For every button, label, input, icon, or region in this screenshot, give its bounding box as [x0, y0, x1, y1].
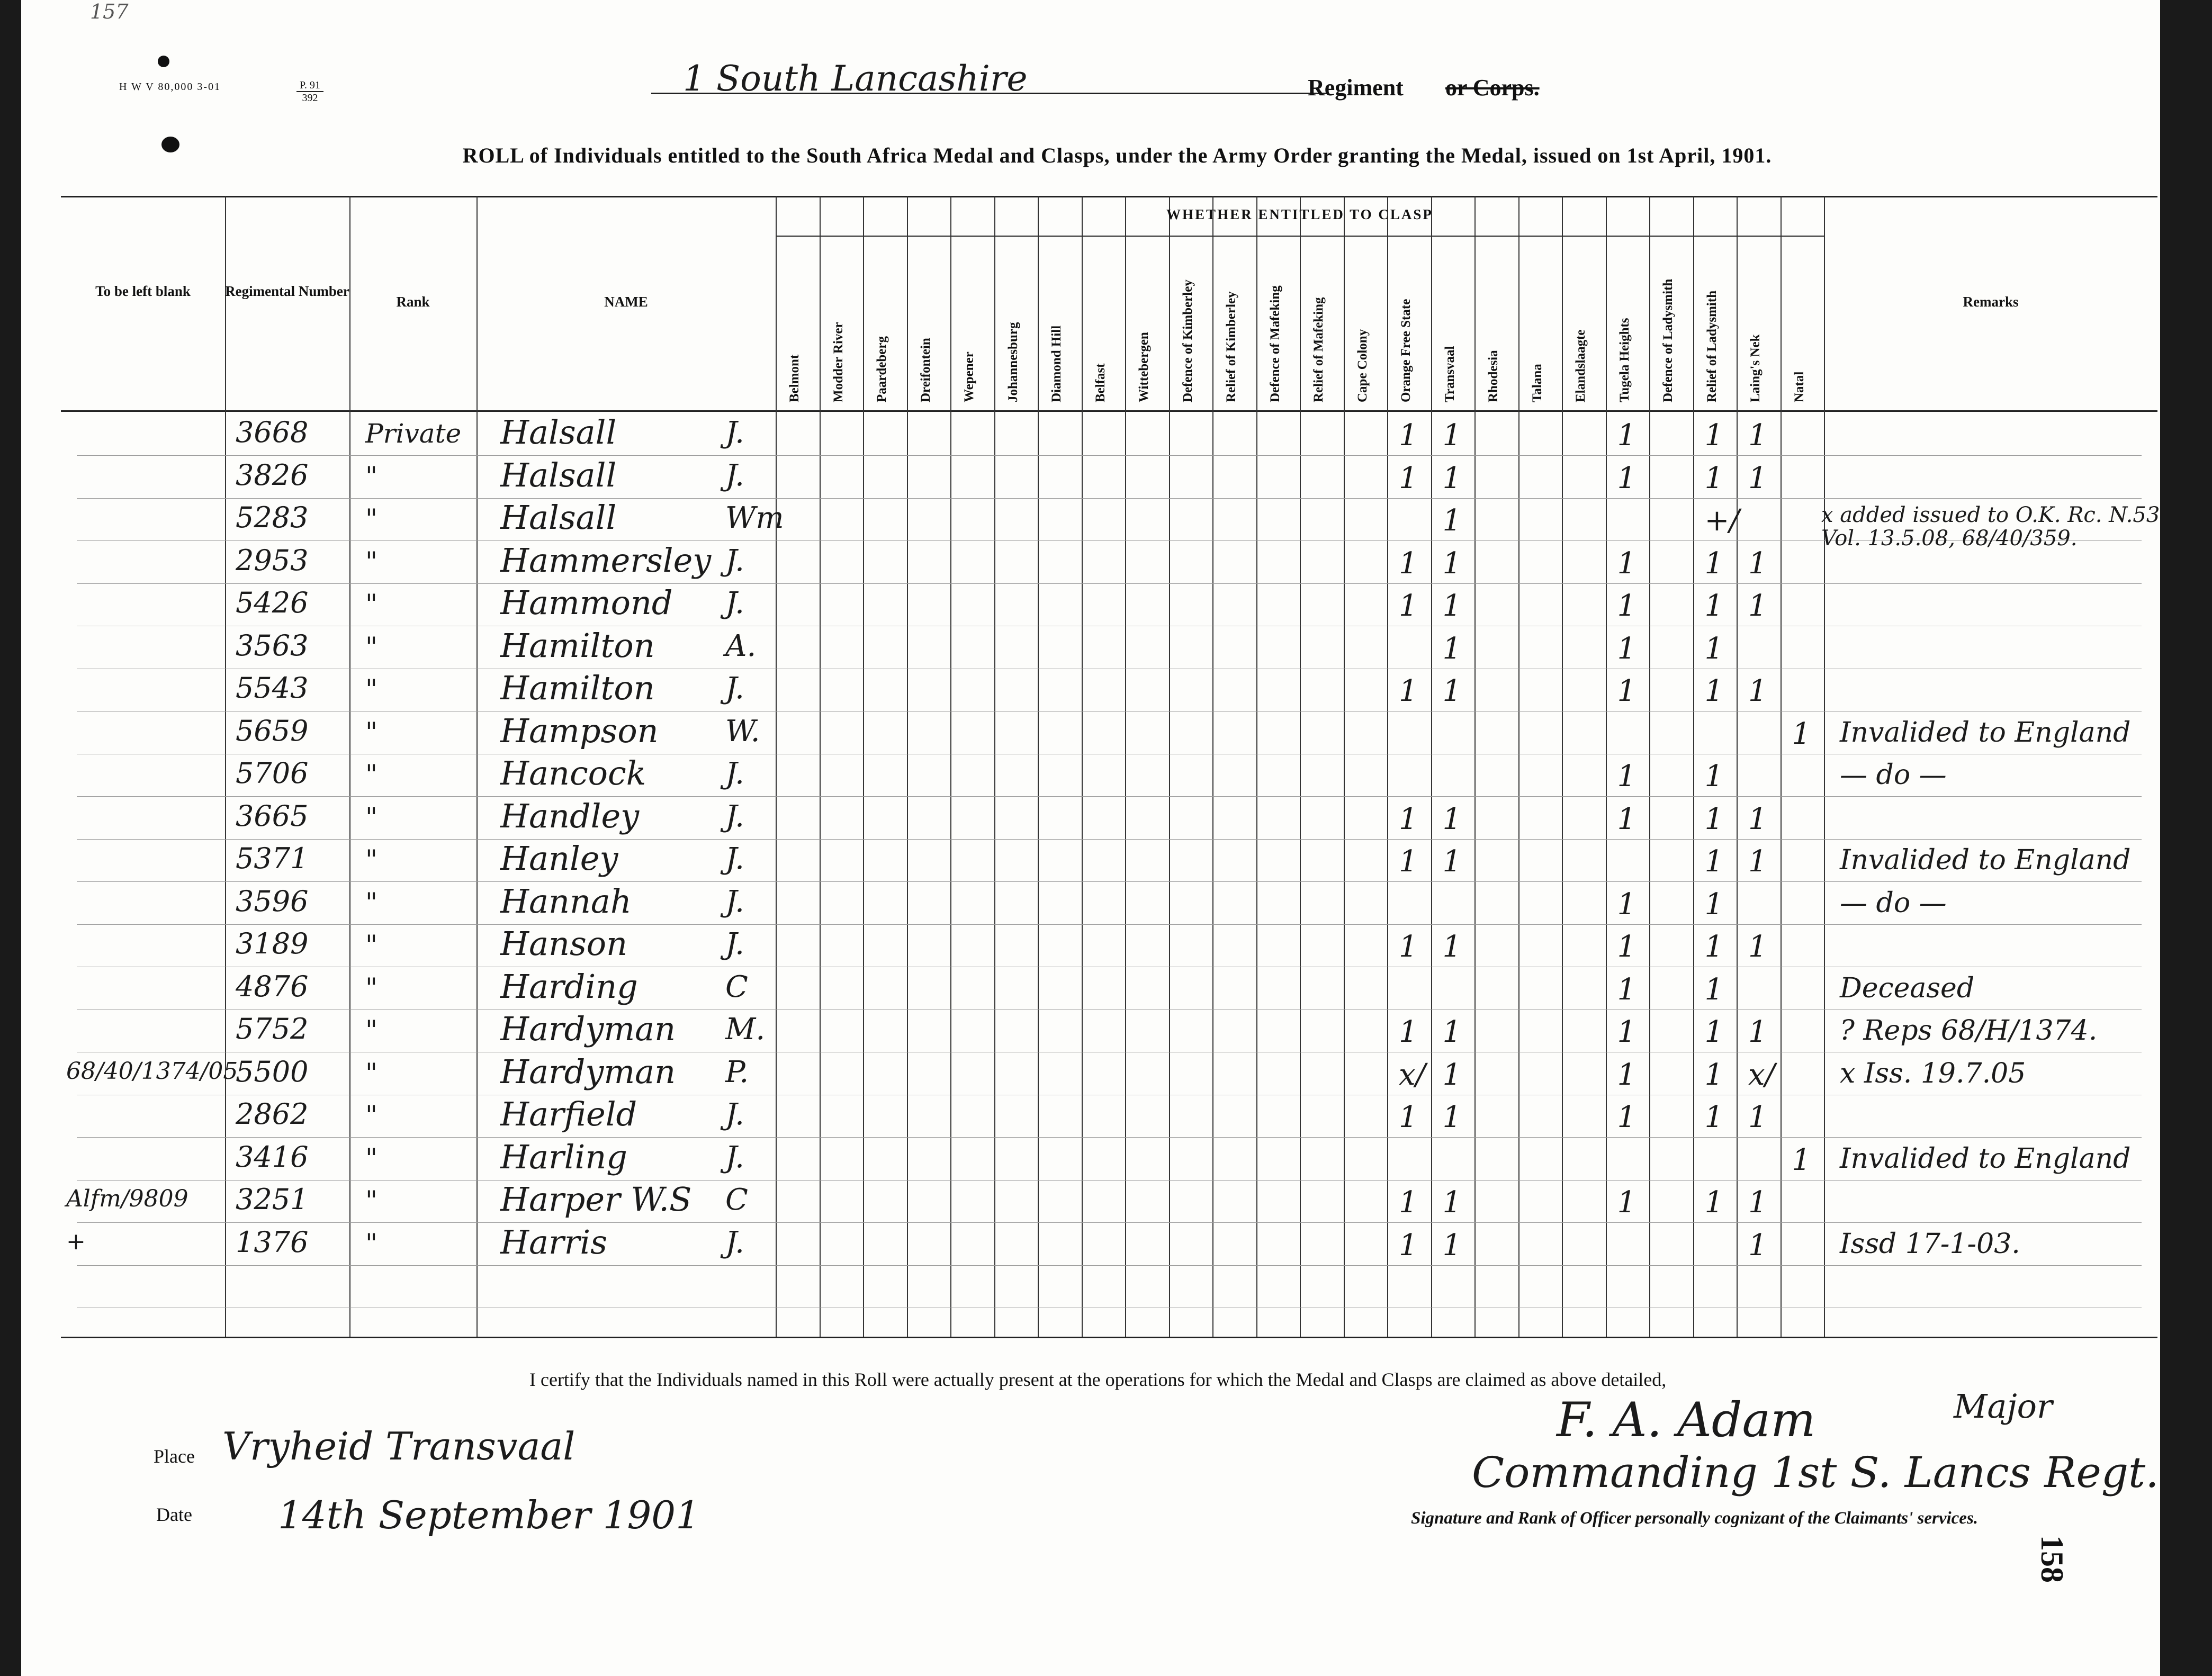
regiment-underline	[651, 93, 1329, 94]
row-initial: P.	[725, 1055, 749, 1089]
row-name: Harding	[500, 967, 638, 1006]
column-rule	[776, 196, 777, 1337]
clasp-head: Dreifontein	[918, 338, 933, 402]
clasp-tick: 1	[1748, 844, 1767, 879]
clasp-tick: 1	[1442, 1228, 1462, 1263]
clasp-tick: 1	[1704, 930, 1724, 964]
row-rule	[77, 839, 2142, 840]
row-initial: C	[725, 969, 748, 1004]
col-head-regimental-number: Regimental Number	[225, 283, 349, 299]
clasp-tick: 1	[1617, 631, 1636, 666]
row-remark: — do —	[1840, 759, 1947, 791]
row-initial: J.	[725, 1140, 744, 1175]
clasp-tick: 1	[1704, 631, 1724, 666]
corner-note: 157	[90, 0, 129, 23]
row-regimental-number: 3826	[236, 458, 309, 492]
row-rule	[77, 1222, 2142, 1223]
regiment-label: Regiment	[1308, 75, 1404, 101]
row-regimental-number: 5752	[236, 1012, 309, 1046]
row-name: Hammersley	[500, 540, 712, 580]
row-rank: "	[365, 801, 377, 833]
row-name: Handley	[500, 796, 640, 835]
row-regimental-number: 5706	[236, 756, 309, 790]
column-rule	[863, 196, 864, 1337]
row-regimental-number: 3416	[236, 1140, 309, 1174]
row-remark: x added issued to O.K. Rc. N.53 Vol. 13.5.08, 68/40/359.	[1821, 503, 2160, 551]
row-regimental-number: 3668	[236, 416, 309, 449]
clasp-tick: 1	[1748, 801, 1767, 836]
clasp-tick: 1	[1617, 930, 1636, 964]
clasp-tick: 1	[1704, 801, 1724, 836]
row-initial: Wm	[725, 501, 784, 535]
clasp-tick: 1	[1442, 418, 1462, 453]
column-rule	[994, 196, 995, 1337]
clasp-head: Johannesburg	[1005, 322, 1020, 402]
clasp-tick: 1	[1704, 546, 1724, 581]
row-rank: "	[365, 759, 377, 790]
row-regimental-number: 3596	[236, 884, 309, 918]
clasp-tick: 1	[1617, 418, 1636, 453]
row-initial: J.	[725, 416, 744, 450]
row-regimental-number: 4876	[236, 969, 309, 1003]
clasp-head: Defence of Mafeking	[1267, 285, 1282, 402]
row-remark: — do —	[1840, 887, 1947, 919]
clasp-tick: 1	[1748, 418, 1767, 453]
clasp-tick: 1	[1748, 546, 1767, 581]
column-rule	[1256, 196, 1257, 1337]
column-rule	[907, 196, 908, 1337]
row-regimental-number: 3665	[236, 799, 309, 833]
clasp-tick: 1	[1442, 631, 1462, 666]
row-remark: Invalided to England	[1840, 844, 2131, 876]
row-regimental-number: 1376	[236, 1225, 309, 1259]
row-initial: M.	[725, 1012, 766, 1047]
clasp-tick: 1	[1748, 674, 1767, 708]
clasp-tick: 1	[1617, 674, 1636, 708]
clasp-tick: 1	[1399, 461, 1418, 495]
clasp-tick: 1	[1617, 972, 1636, 1007]
clasp-tick: 1	[1748, 1185, 1767, 1220]
row-rank: "	[365, 461, 377, 492]
row-name: Harper W.S	[500, 1180, 692, 1219]
row-rule	[77, 1137, 2142, 1138]
clasp-head: Paardeberg	[875, 336, 889, 402]
row-name: Harfield	[500, 1095, 637, 1133]
clasp-tick: 1	[1399, 418, 1418, 453]
officer-rank: Major	[1954, 1387, 2053, 1426]
column-rule	[820, 196, 821, 1337]
row-remark: Deceased	[1840, 972, 1975, 1004]
ink-blot	[158, 56, 169, 67]
row-rule	[77, 455, 2142, 456]
row-initial: A.	[725, 628, 757, 663]
column-rule	[349, 196, 350, 1337]
row-rule	[77, 498, 2142, 499]
row-rule	[77, 881, 2142, 882]
row-remark: ? Reps 68/H/1374.	[1840, 1015, 2098, 1047]
clasp-tick: 1	[1617, 801, 1636, 836]
certification-text: I certify that the Individuals named in this Roll were actually present at the operations for which the Medal and Clasps are claimed as above detailed,	[529, 1369, 1667, 1390]
clasp-head: Elandslaagte	[1573, 329, 1588, 402]
row-blank-note: +	[66, 1228, 86, 1255]
column-rule	[1518, 196, 1519, 1337]
clasp-tick: 1	[1704, 461, 1724, 495]
row-rule	[77, 583, 2142, 584]
clasp-tick: 1	[1399, 801, 1418, 836]
row-rule	[77, 796, 2142, 797]
clasp-tick: 1	[1399, 844, 1418, 879]
header-bottom-rule	[61, 410, 2157, 412]
clasp-tick: 1	[1617, 887, 1636, 922]
row-rank: "	[365, 631, 377, 662]
clasp-tick: 1	[1399, 1015, 1418, 1049]
column-rule	[950, 196, 951, 1337]
table-top-rule	[61, 196, 2157, 197]
place-value: Vryheid Transvaal	[222, 1424, 576, 1468]
row-name: Halsall	[500, 455, 617, 494]
row-initial: W.	[725, 714, 760, 749]
row-name: Hardyman	[500, 1052, 676, 1091]
row-name: Hamilton	[500, 626, 655, 665]
column-rule	[1824, 196, 1825, 1337]
clasp-tick: 1	[1617, 461, 1636, 495]
clasp-head: Tugela Heights	[1617, 318, 1632, 402]
page-number: 158	[2035, 1535, 2070, 1583]
row-blank-note: Alfm/9809	[66, 1185, 188, 1212]
row-remark: Invalided to England	[1840, 716, 2131, 749]
clasp-tick: 1	[1442, 1015, 1462, 1049]
row-rule	[77, 924, 2142, 925]
clasp-head: Cape Colony	[1355, 329, 1370, 402]
clasp-head: Talana	[1530, 364, 1544, 402]
row-rule	[77, 1265, 2142, 1266]
row-remark: Issd 17-1-03.	[1840, 1228, 2020, 1260]
row-rank: "	[365, 503, 377, 534]
clasp-tick: x/	[1748, 1057, 1775, 1092]
column-rule	[1781, 196, 1782, 1337]
column-rule	[1300, 196, 1301, 1337]
row-rank: "	[365, 1185, 377, 1216]
row-name: Hancock	[500, 754, 646, 792]
column-rule	[1431, 196, 1432, 1337]
clasp-head: Belmont	[787, 354, 802, 402]
column-rule	[1038, 196, 1039, 1337]
row-rank: "	[365, 972, 377, 1003]
clasp-tick: 1	[1748, 1100, 1767, 1134]
clasp-tick: 1	[1399, 589, 1418, 623]
clasp-tick: 1	[1399, 1100, 1418, 1134]
row-initial: J.	[725, 799, 744, 834]
row-name: Halsall	[500, 413, 617, 452]
row-blank-note: 68/40/1374/05	[66, 1057, 238, 1085]
clasp-head: Relief of Mafeking	[1311, 297, 1326, 402]
row-rank: "	[365, 887, 377, 918]
clasp-tick: 1	[1399, 546, 1418, 581]
date-label: Date	[156, 1504, 192, 1525]
regiment-name: 1 South Lancashire	[683, 58, 1028, 99]
row-name: Halsall	[500, 498, 617, 537]
row-initial: J.	[725, 586, 744, 620]
roll-sheet	[21, 0, 2160, 1676]
clasp-head: Wepener	[962, 352, 976, 402]
clasp-tick: 1	[1617, 1100, 1636, 1134]
clasp-tick: 1	[1399, 1228, 1418, 1263]
clasp-tick: 1	[1442, 1057, 1462, 1092]
column-rule	[1082, 196, 1083, 1337]
row-initial: C	[725, 1183, 748, 1217]
row-rank: "	[365, 844, 377, 875]
row-regimental-number: 2953	[236, 543, 309, 577]
column-rule	[225, 196, 226, 1337]
clasp-head: Diamond Hill	[1049, 325, 1064, 402]
row-initial: J.	[725, 927, 744, 961]
column-rule	[1125, 196, 1126, 1337]
clasp-head: Defence of Kimberley	[1180, 280, 1195, 402]
row-name: Harris	[500, 1222, 607, 1261]
row-initial: J.	[725, 1225, 744, 1260]
column-rule	[476, 196, 478, 1337]
clasp-tick: 1	[1617, 1185, 1636, 1220]
row-regimental-number: 3189	[236, 927, 309, 960]
clasp-tick: 1	[1442, 674, 1462, 708]
form-ref-bottom: 392	[302, 92, 318, 104]
row-rank: "	[365, 1015, 377, 1046]
clasp-tick: 1	[1617, 546, 1636, 581]
row-initial: J.	[725, 671, 744, 706]
column-rule	[1212, 196, 1213, 1337]
row-name: Hammond	[500, 583, 673, 622]
clasp-head: Defence of Ladysmith	[1661, 278, 1675, 402]
row-regimental-number: 5543	[236, 671, 309, 705]
row-rank: "	[365, 674, 377, 705]
column-rule	[1344, 196, 1345, 1337]
clasp-tick: +/	[1704, 503, 1740, 538]
clasp-head: Wittebergen	[1137, 332, 1151, 402]
clasp-tick: x/	[1399, 1057, 1426, 1092]
clasp-tick: 1	[1442, 1185, 1462, 1220]
corps-label: or Corps.	[1445, 75, 1540, 101]
row-regimental-number: 5659	[236, 714, 309, 747]
column-rule	[1169, 196, 1170, 1337]
medal-roll-table	[61, 196, 2160, 1337]
form-ref	[296, 79, 323, 104]
clasp-tick: 1	[1442, 461, 1462, 495]
row-initial: J.	[725, 884, 744, 919]
clasp-tick: 1	[1399, 674, 1418, 708]
col-head-name: NAME	[604, 294, 648, 310]
clasp-tick: 1	[1748, 1228, 1767, 1263]
row-rank: "	[365, 1142, 377, 1174]
ink-blot	[161, 137, 179, 152]
row-name: Hamilton	[500, 669, 655, 707]
row-regimental-number: 5371	[236, 842, 309, 875]
clasp-tick: 1	[1748, 589, 1767, 623]
clasp-tick: 1	[1442, 1100, 1462, 1134]
column-rule	[1474, 196, 1476, 1337]
clasp-head: Relief of Ladysmith	[1704, 290, 1719, 402]
clasp-tick: 1	[1704, 674, 1724, 708]
officer-signature: F. A. Adam	[1557, 1392, 1816, 1448]
row-regimental-number: 5283	[236, 501, 309, 534]
row-rank: "	[365, 930, 377, 960]
col-head-remarks: Remarks	[1963, 294, 2019, 310]
clasp-head: Modder River	[831, 322, 846, 402]
clasp-tick: 1	[1704, 759, 1724, 794]
column-rule	[1387, 196, 1388, 1337]
row-name: Hampson	[500, 711, 659, 750]
row-name: Hanson	[500, 924, 628, 963]
date-value: 14th September 1901	[278, 1493, 700, 1537]
clasp-tick: 1	[1617, 589, 1636, 623]
row-name: Hannah	[500, 881, 632, 921]
officer-command: Commanding 1st S. Lancs Regt.	[1472, 1448, 2159, 1497]
roll-title: ROLL of Individuals entitled to the South Africa Medal and Clasps, under the Army Order granting the Medal, issued on 1st April, 1901.	[462, 143, 1772, 167]
clasp-head: Belfast	[1093, 363, 1108, 402]
place-label: Place	[154, 1446, 195, 1467]
clasp-tick: 1	[1399, 930, 1418, 964]
row-regimental-number: 3563	[236, 628, 309, 662]
clasp-head: Relief of Kimberley	[1224, 291, 1238, 402]
row-name: Hanley	[500, 839, 618, 878]
clasp-tick: 1	[1442, 844, 1462, 879]
row-remark: Invalided to England	[1840, 1142, 2131, 1175]
clasp-tick: 1	[1704, 1057, 1724, 1092]
clasp-tick: 1	[1704, 589, 1724, 623]
form-code: H W V 80,000 3-01	[119, 81, 221, 93]
clasp-tick: 1	[1442, 801, 1462, 836]
row-regimental-number: 5426	[236, 586, 309, 619]
row-initial: J.	[725, 1097, 744, 1132]
row-rank: "	[365, 589, 377, 619]
clasp-tick: 1	[1399, 1185, 1418, 1220]
clasp-tick: 1	[1442, 546, 1462, 581]
row-regimental-number: 2862	[236, 1097, 309, 1131]
col-head-blank: To be left blank	[95, 283, 191, 299]
clasp-tick: 1	[1704, 418, 1724, 453]
clasp-tick: 1	[1792, 1142, 1811, 1177]
row-rank: "	[365, 1100, 377, 1131]
column-rule	[1693, 196, 1694, 1337]
row-remark: x Iss. 19.7.05	[1840, 1057, 2026, 1089]
row-rank: "	[365, 546, 377, 577]
clasp-head: Transvaal	[1442, 346, 1457, 402]
column-rule	[1649, 196, 1650, 1337]
column-rule	[1606, 196, 1607, 1337]
row-initial: J.	[725, 756, 744, 791]
row-regimental-number: 5500	[236, 1055, 309, 1088]
table-bottom-rule	[61, 1337, 2157, 1338]
row-regimental-number: 3251	[236, 1183, 309, 1216]
col-head-clasp-group: WHETHER ENTITLED TO CLASP	[1166, 206, 1433, 222]
clasp-tick: 1	[1617, 1057, 1636, 1092]
row-rank: "	[365, 1057, 377, 1088]
clasp-tick: 1	[1617, 759, 1636, 794]
clasp-tick: 1	[1704, 1185, 1724, 1220]
clasp-tick: 1	[1704, 1100, 1724, 1134]
clasp-tick: 1	[1748, 930, 1767, 964]
clasp-head: Orange Free State	[1399, 299, 1413, 402]
clasp-tick: 1	[1748, 461, 1767, 495]
row-rank: "	[365, 716, 377, 747]
clasp-tick: 1	[1704, 887, 1724, 922]
clasp-tick: 1	[1704, 844, 1724, 879]
clasp-tick: 1	[1748, 1015, 1767, 1049]
row-initial: J.	[725, 842, 744, 876]
row-rank: "	[365, 1228, 377, 1259]
clasp-head: Natal	[1792, 371, 1806, 402]
clasp-tick: 1	[1792, 716, 1811, 751]
row-name: Harling	[500, 1137, 627, 1176]
row-initial: J.	[725, 543, 744, 578]
clasp-head: Laing's Nek	[1748, 334, 1763, 402]
row-rank: Private	[365, 418, 462, 449]
col-head-rank: Rank	[396, 294, 430, 310]
signature-caption: Signature and Rank of Officer personally cognizant of the Claimants' services.	[1411, 1509, 1979, 1528]
form-ref-top: P. 91	[296, 79, 323, 92]
column-rule	[1737, 196, 1738, 1337]
clasp-tick: 1	[1442, 503, 1462, 538]
clasp-tick: 1	[1617, 1015, 1636, 1049]
clasp-tick: 1	[1704, 972, 1724, 1007]
column-rule	[1562, 196, 1563, 1337]
clasp-tick: 1	[1704, 1015, 1724, 1049]
clasp-tick: 1	[1442, 589, 1462, 623]
clasp-head: Rhodesia	[1486, 350, 1500, 402]
row-name: Hardyman	[500, 1010, 676, 1048]
row-rule	[77, 1180, 2142, 1181]
clasp-tick: 1	[1442, 930, 1462, 964]
row-initial: J.	[725, 458, 744, 493]
